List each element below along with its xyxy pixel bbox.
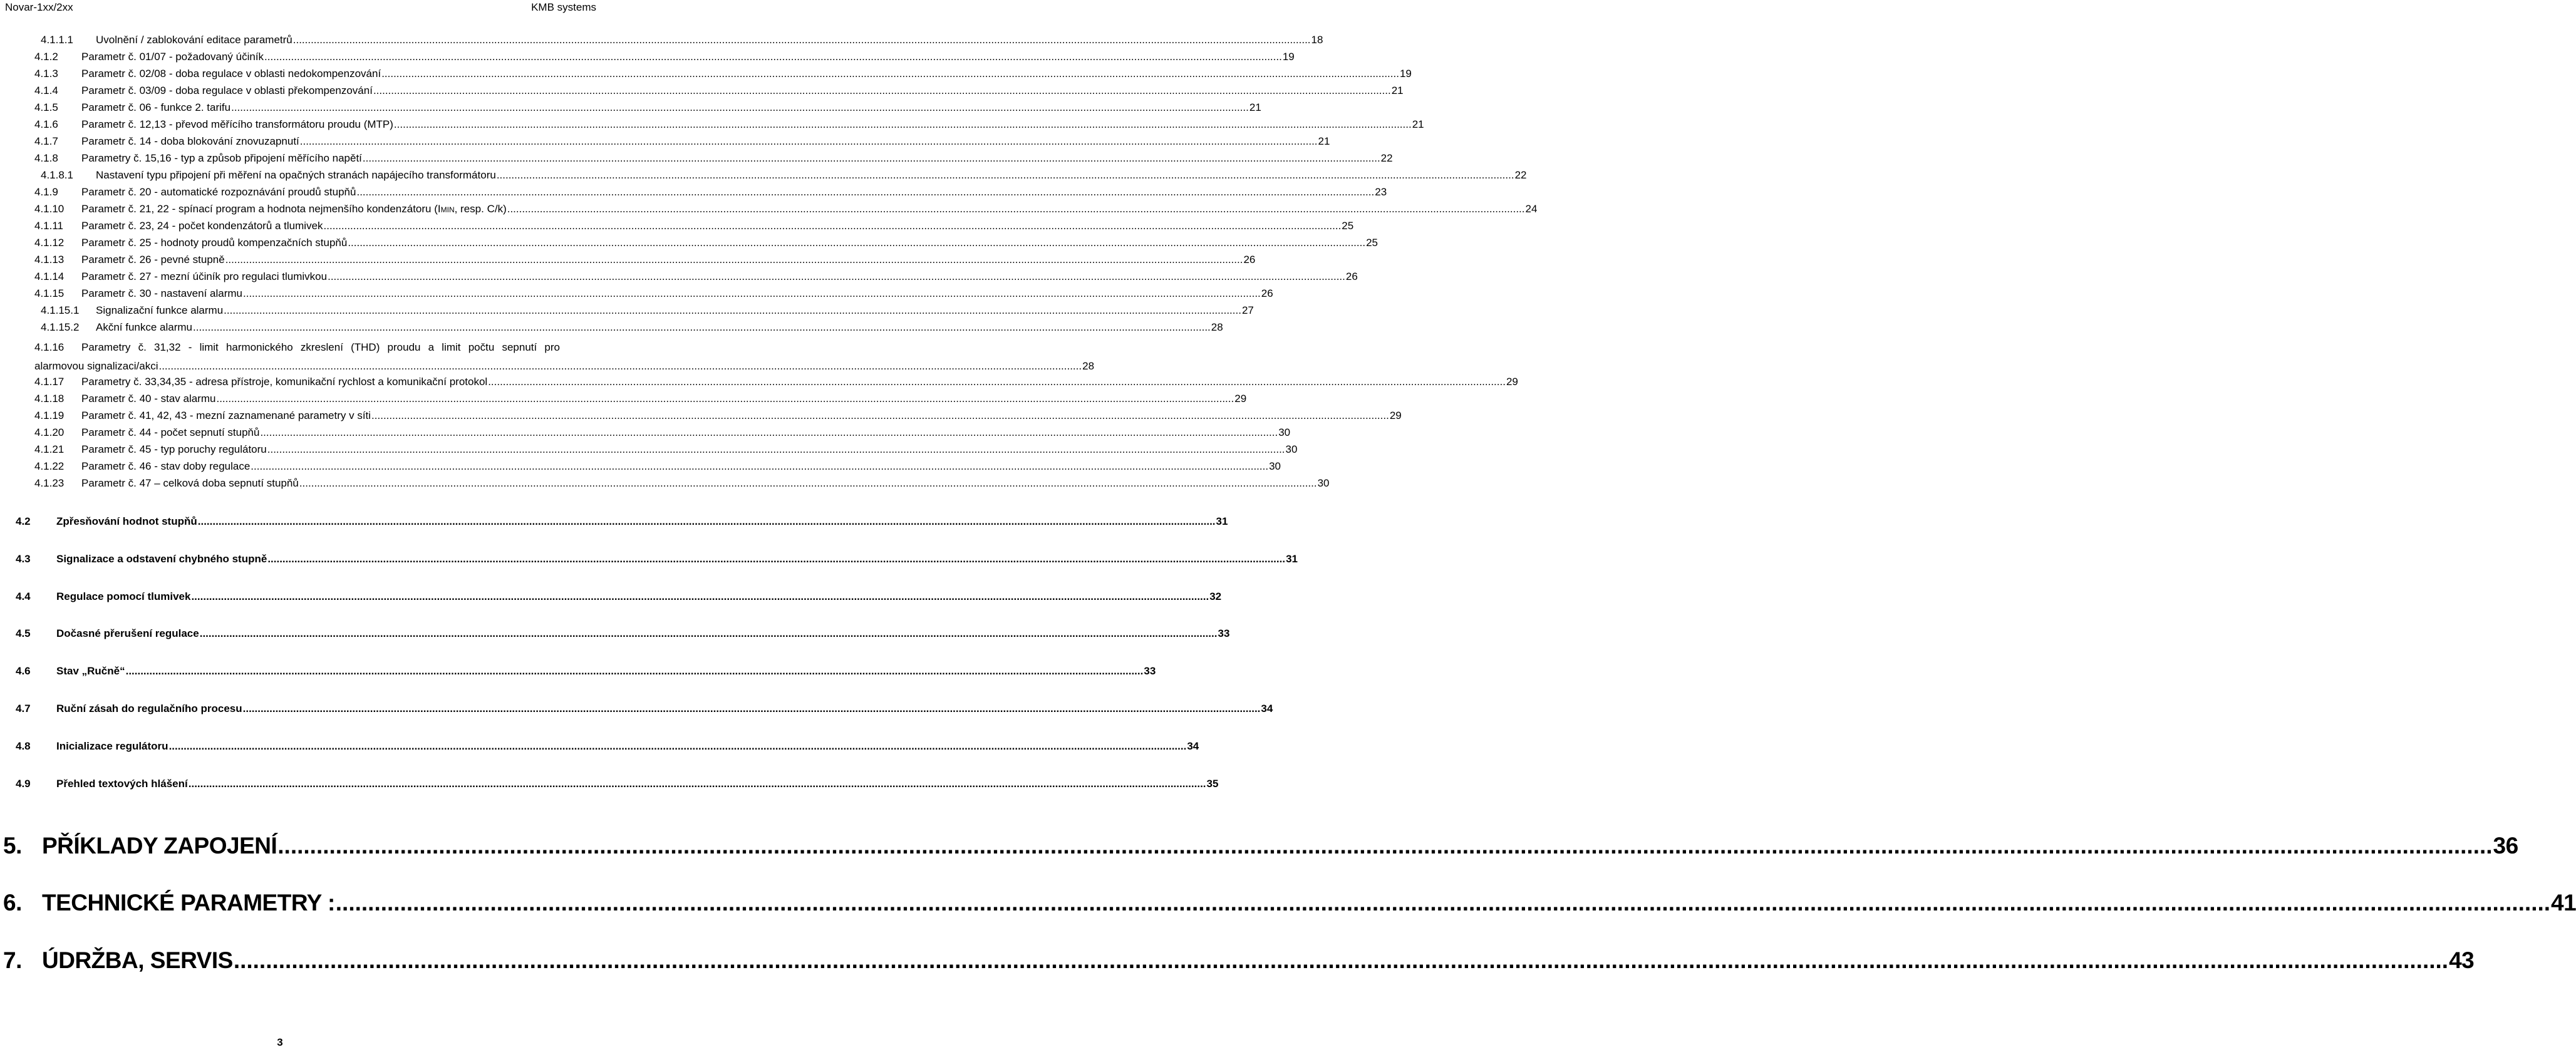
toc-entry-title: Parametr č. 25 - hodnoty proudů kompenzačních stupňů: [81, 237, 348, 249]
toc-entry-page: 28: [1082, 360, 1095, 372]
toc-entry-title: TECHNICKÉ PARAMETRY :: [42, 890, 335, 915]
toc-entry-title: alarmovou signalizaci/akci: [34, 360, 158, 372]
toc-entry-number: 4.1.22: [34, 460, 65, 472]
toc-entry-page: 19: [1399, 68, 1412, 80]
toc-entry-number: 4.1.17: [34, 376, 65, 388]
toc-entry-title: Uvolnění / zablokování editace parametrů: [96, 34, 292, 46]
toc-entry-page: 25: [1366, 237, 1378, 249]
toc-leader-dots: [267, 443, 1285, 456]
toc-entry[interactable]: [34, 68, 1412, 80]
toc-entry-title-word: pro: [544, 341, 560, 353]
toc-entry[interactable]: [34, 460, 1281, 473]
toc-entry-title: Stav „Ručně“: [56, 665, 125, 677]
toc-entry-page: 33: [1144, 665, 1156, 677]
toc-entry-page: 18: [1311, 34, 1323, 46]
toc-leader-dots: [189, 778, 1206, 790]
toc-leader-dots: [243, 287, 1261, 300]
toc-entry-title: Parametr č. 02/08 - doba regulace v oblasti nedokompenzování: [81, 68, 381, 80]
toc-entry-page: 29: [1234, 393, 1247, 405]
toc-entry-page: 30: [1269, 460, 1281, 472]
toc-entry-page: 31: [1216, 515, 1228, 527]
toc-leader-dots: [231, 101, 1249, 114]
toc-entry-page: 30: [1317, 477, 1330, 489]
toc-entry-page: 27: [1241, 304, 1254, 316]
toc-leader-dots: [251, 460, 1268, 473]
toc-entry-number: 4.1.11: [34, 220, 64, 232]
toc-entry-number: 4.7: [16, 703, 31, 714]
toc-entry-number: 4.1.16: [34, 341, 65, 353]
toc-entry[interactable]: [34, 443, 1298, 456]
toc-entry-page: 21: [1249, 101, 1261, 113]
toc-entry-number: 4.1.14: [34, 271, 65, 282]
toc-entry-page: 26: [1261, 287, 1273, 299]
toc-entry[interactable]: [16, 627, 1230, 640]
toc-entry-page: 24: [1525, 203, 1538, 215]
toc-leader-dots: [324, 220, 1342, 232]
toc-entry-number: 4.9: [16, 778, 31, 790]
toc-entry-title-word: (THD): [351, 341, 380, 353]
toc-leader-dots: [264, 51, 1282, 63]
toc-entry-page: 22: [1514, 169, 1527, 181]
toc-leader-dots: [277, 833, 2492, 859]
toc-entry-page: 26: [1345, 271, 1358, 282]
toc-entry-page: 30: [1278, 426, 1291, 438]
toc-entry-page: 21: [1318, 135, 1330, 147]
toc-entry-title-word: zkreslení: [300, 341, 343, 353]
toc-leader-dots: [348, 237, 1365, 249]
toc-entry-title: PŘÍKLADY ZAPOJENÍ: [42, 833, 277, 858]
toc-entry[interactable]: [34, 203, 1538, 215]
toc-entry[interactable]: [41, 321, 1223, 334]
toc-entry-number: 4.1.8: [34, 152, 58, 164]
toc-leader-dots: [234, 947, 2448, 974]
toc-entry-title: Parametr č. 21, 22 - spínací program a hodnota nejmenšího kondenzátoru (IMIN, resp. C/k): [81, 203, 507, 215]
toc-entry-number: 4.4: [16, 590, 31, 602]
toc-entry-page: 26: [1243, 254, 1256, 266]
toc-entry-title: Dočasné přerušení regulace: [56, 627, 199, 639]
toc-leader-dots: [394, 118, 1412, 131]
toc-entry-title: Parametry č. 33,34,35 - adresa přístroje, komunikační rychlost a komunikační protokol: [81, 376, 488, 388]
toc-entry-title: Akční funkce alarmu: [96, 321, 193, 333]
toc-entry[interactable]: [34, 477, 1330, 490]
toc-entry-number: 4.1.21: [34, 443, 65, 455]
toc-leader-dots: [300, 135, 1318, 148]
toc-entry[interactable]: [16, 515, 1228, 528]
toc-entry[interactable]: [34, 118, 1424, 131]
toc-entry[interactable]: [34, 287, 1273, 300]
toc-leader-dots: [225, 254, 1243, 266]
toc-entry[interactable]: [3, 833, 2518, 859]
toc-entry-number: 4.1.15.2: [41, 321, 80, 333]
toc-leader-dots: [363, 152, 1380, 165]
toc-entry-page: 36: [2493, 833, 2518, 858]
toc-entry-title: Parametr č. 20 - automatické rozpoznávání proudů stupňů: [81, 186, 356, 198]
toc-leader-dots: [488, 376, 1506, 388]
toc-entry[interactable]: [16, 590, 1222, 603]
toc-entry-number: 4.1.12: [34, 237, 65, 249]
toc-entry-number: 4.1.4: [34, 85, 58, 96]
toc-leader-dots: [158, 357, 1082, 376]
toc-entry-number: 4.1.9: [34, 186, 58, 198]
toc-entry-title-word: Parametry: [81, 341, 131, 353]
toc-leader-dots: [191, 590, 1209, 603]
toc-entry-title: Parametr č. 27 - mezní účiník pro regulaci tlumivkou: [81, 271, 328, 282]
toc-entry-number: 4.1.7: [34, 135, 58, 147]
toc-entry-title-word: sepnutí: [502, 341, 537, 353]
toc-entry-number: 4.5: [16, 627, 31, 639]
toc-leader-dots: [373, 85, 1391, 97]
page-number: 3: [277, 1036, 283, 1048]
toc-entry-page: 34: [1187, 740, 1199, 752]
toc-entry-page: 29: [1389, 410, 1402, 421]
toc-entry-number: 5.: [3, 833, 22, 858]
toc-entry[interactable]: [34, 85, 1404, 97]
toc-entry[interactable]: [34, 410, 1402, 422]
toc-entry-number: 4.1.1.1: [41, 34, 73, 46]
toc-entry-number: 4.1.15: [34, 287, 65, 299]
toc-entry[interactable]: [34, 152, 1393, 165]
toc-entry-title: Signalizace a odstavení chybného stupně: [56, 553, 267, 565]
toc-entry[interactable]: [16, 553, 1298, 565]
toc-entry-page: 21: [1412, 118, 1424, 130]
toc-entry-number: 4.1.10: [34, 203, 65, 215]
toc-entry[interactable]: [16, 740, 1199, 753]
toc-entry-title: Signalizační funkce alarmu: [96, 304, 224, 316]
toc-entry-page: 28: [1211, 321, 1223, 333]
toc-leader-dots: [371, 410, 1389, 422]
toc-entry-title: Parametr č. 23, 24 - počet kondenzátorů a tlumivek: [81, 220, 323, 232]
toc-entry-page: 35: [1206, 778, 1219, 790]
toc-entry-number: 4.3: [16, 553, 31, 565]
toc-entry-number: 4.1.13: [34, 254, 65, 266]
toc-entry-title: Zpřesňování hodnot stupňů: [56, 515, 197, 527]
toc-entry[interactable]: [16, 703, 1273, 715]
toc-entry-number: 4.6: [16, 665, 31, 677]
toc-entry[interactable]: [34, 393, 1247, 405]
toc-entry-title: Parametr č. 41, 42, 43 - mezní zaznamenané parametry v síti: [81, 410, 371, 421]
toc-entry-number: 4.1.5: [34, 101, 58, 113]
toc-entry-title: Parametry č. 15,16 - typ a způsob připojení měřícího napětí: [81, 152, 362, 164]
toc-entry[interactable]: [34, 220, 1354, 232]
toc-entry-title-word: 31,32: [154, 341, 181, 353]
toc-entry[interactable]: [34, 51, 1295, 63]
toc-leader-dots: [381, 68, 1399, 80]
toc-entry[interactable]: [3, 890, 2576, 916]
toc-entry-number: 7.: [3, 947, 22, 973]
toc-entry-title: Parametr č. 40 - stav alarmu: [81, 393, 216, 405]
toc-entry-title: Přehled textových hlášení: [56, 778, 188, 790]
header-left: Novar-1xx/2xx: [5, 1, 73, 13]
toc-entry[interactable]: [41, 169, 1527, 182]
toc-entry[interactable]: [34, 271, 1358, 283]
toc-entry-title: Parametr č. 03/09 - doba regulace v oblasti překompenzování: [81, 85, 373, 96]
toc-entry-page: 23: [1375, 186, 1387, 198]
toc-entry-title: Parametr č. 01/07 - požadovaný účiník: [81, 51, 264, 63]
toc-leader-dots: [267, 553, 1285, 565]
toc-entry-number: 4.1.19: [34, 410, 65, 421]
toc-entry-page: 25: [1342, 220, 1354, 232]
header-right: KMB systems: [531, 1, 596, 13]
toc-entry-page: 34: [1261, 703, 1273, 714]
toc-entry-title-word: limit: [199, 341, 219, 353]
toc-entry[interactable]: [41, 34, 1323, 46]
toc-entry-title: Parametr č. 44 - počet sepnutí stupňů: [81, 426, 260, 438]
toc-leader-dots: [198, 515, 1216, 528]
toc-entry-wrapped[interactable]: [34, 338, 1095, 376]
toc-entry-number: 4.1.18: [34, 393, 65, 405]
toc-entry-title-word: limit: [442, 341, 461, 353]
toc-leader-dots: [224, 304, 1241, 317]
toc-entry-title: Parametr č. 47 – celková doba sepnutí stupňů: [81, 477, 299, 489]
toc-entry-title: Parametr č. 30 - nastavení alarmu: [81, 287, 243, 299]
toc-entry-page: 21: [1391, 85, 1404, 96]
toc-leader-dots: [126, 665, 1144, 678]
toc-leader-dots: [216, 393, 1234, 405]
toc-entry[interactable]: [34, 254, 1256, 266]
toc-entry-title-word: harmonického: [225, 341, 293, 353]
toc-entry[interactable]: [34, 426, 1291, 439]
toc-entry-page: 43: [2449, 947, 2475, 973]
toc-entry-page: 33: [1218, 627, 1230, 639]
toc-entry-page: 31: [1286, 553, 1298, 565]
toc-entry[interactable]: [3, 947, 2475, 974]
toc-entry-number: 4.1.15.1: [41, 304, 80, 316]
toc-entry-title: Inicializace regulátoru: [56, 740, 168, 752]
toc-entry[interactable]: [34, 101, 1261, 114]
toc-entry[interactable]: [34, 376, 1518, 388]
toc-entry-number: 4.1.6: [34, 118, 58, 130]
toc-entry-number: 4.1.23: [34, 477, 65, 489]
toc-entry[interactable]: [34, 135, 1330, 148]
toc-entry-title-word: proudu: [387, 341, 421, 353]
toc-entry-title-word: -: [188, 341, 192, 353]
toc-leader-dots: [336, 890, 2550, 916]
toc-entry[interactable]: [34, 237, 1378, 249]
toc-leader-dots: [169, 740, 1187, 753]
toc-entry-title: Regulace pomocí tlumivek: [56, 590, 191, 602]
toc-leader-dots: [293, 34, 1311, 46]
toc-entry-title: Parametr č. 14 - doba blokování znovuzapnutí: [81, 135, 299, 147]
toc-entry-title: Parametr č. 06 - funkce 2. tarifu: [81, 101, 231, 113]
toc-entry[interactable]: [34, 186, 1387, 199]
toc-entry-page: 29: [1506, 376, 1518, 388]
toc-entry-page: 41: [2551, 890, 2576, 915]
toc-entry-page: 32: [1209, 590, 1222, 602]
toc-entry-title: Parametr č. 46 - stav doby regulace: [81, 460, 251, 472]
toc-leader-dots: [243, 703, 1261, 715]
toc-leader-dots: [328, 271, 1345, 283]
toc-entry-title-word: a: [428, 341, 435, 353]
toc-entry-number: 4.2: [16, 515, 31, 527]
toc-leader-dots: [507, 203, 1525, 215]
toc-entry-title: Parametr č. 26 - pevné stupně: [81, 254, 225, 266]
toc-entry-number: 4.1.8.1: [41, 169, 73, 181]
toc-entry[interactable]: [16, 665, 1156, 678]
toc-entry-title: Parametr č. 12,13 - převod měřícího transformátoru proudu (MTP): [81, 118, 393, 130]
toc-entry-number: 4.8: [16, 740, 31, 752]
toc-entry-page: 19: [1282, 51, 1295, 63]
toc-leader-dots: [299, 477, 1317, 490]
toc-entry-number: 4.1.20: [34, 426, 65, 438]
toc-entry-number: 4.1.2: [34, 51, 58, 63]
toc-leader-dots: [200, 627, 1218, 640]
toc-entry-title-word: č.: [138, 341, 147, 353]
toc-entry-title: Ruční zásah do regulačního procesu: [56, 703, 242, 714]
toc-entry-title: ÚDRŽBA, SERVIS: [42, 947, 233, 973]
toc-entry-title: Parametr č. 45 - typ poruchy regulátoru: [81, 443, 267, 455]
toc-entry[interactable]: [16, 778, 1219, 790]
toc-entry-title-word: počtu: [468, 341, 495, 353]
toc-leader-dots: [260, 426, 1278, 439]
toc-entry[interactable]: [41, 304, 1254, 317]
toc-entry-number: 4.1.3: [34, 68, 58, 80]
toc-leader-dots: [497, 169, 1514, 182]
toc-leader-dots: [193, 321, 1211, 334]
toc-entry-title: Nastavení typu připojení při měření na opačných stranách napájecího transformátoru: [96, 169, 496, 181]
toc-entry-number: 6.: [3, 890, 22, 915]
toc-entry-page: 22: [1380, 152, 1393, 164]
toc-leader-dots: [356, 186, 1374, 199]
toc-entry-page: 30: [1285, 443, 1298, 455]
